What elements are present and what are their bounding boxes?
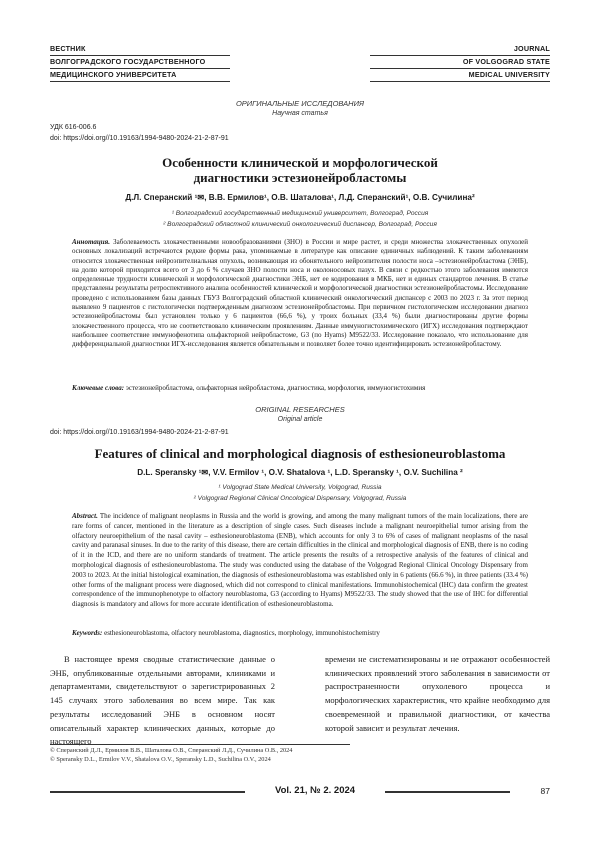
affiliation-2-en: ² Volgograd Regional Clinical Oncological Dispensary, Volgograd, Russia <box>193 495 407 502</box>
affiliation-1-ru: ¹ Волгоградский государственный медицинский университет, Волгоград, Россия <box>171 210 429 217</box>
abstract-ru <box>72 238 528 350</box>
body-column-1: В настоящее время сводные статистические данные о ЭНБ, опубликованные отдельными авторами, клиниками и департаментами, свидетельствуют о зарегистрированных 2 145 случаях этого заболевания во всем мире. Так как результаты исследований ЭНБ в основном носят описательный характер клинических данных, которые до настоящего <box>50 654 275 747</box>
authors-ru: Д.Л. Сперанский ¹✉, В.В. Ермилов¹, О.В. Шаталова¹, Л.Д. Сперанский¹, О.В. Сучилина² <box>125 193 475 202</box>
section-label-en: ORIGINAL RESEARCHES <box>255 405 345 414</box>
issue-label: Vol. 21, № 2. 2024 <box>274 785 356 796</box>
header-ru-line-1: ВЕСТНИК <box>50 43 230 56</box>
affiliation-2-ru: ² Волгоградский областной клинический онкологический диспансер, Волгоград, Россия <box>163 221 437 228</box>
affiliation-1-en: ¹ Volgograd State Medical University, Volgograd, Russia <box>218 484 382 491</box>
article-title-ru: Особенности клинической и морфологической диагностики эстезионейробластомы <box>162 155 438 185</box>
keywords-en <box>72 629 528 639</box>
article-title-en: Features of clinical and morphological diagnosis of esthesioneuroblastoma <box>94 446 506 461</box>
header-en-line-1: JOURNAL <box>370 43 550 56</box>
abstract-label-ru: Аннотация. <box>72 238 111 246</box>
page-number: 87 <box>540 786 550 796</box>
article-type-en: Original article <box>277 416 323 423</box>
abstract-en <box>72 512 528 610</box>
keywords-label-en: Keywords: <box>72 629 103 637</box>
header-en-line-2: OF VOLGOGRAD STATE <box>370 56 550 69</box>
page-footer <box>50 787 550 797</box>
header-ru-line-2: ВОЛГОГРАДСКОГО ГОСУДАРСТВЕННОГО <box>50 56 230 69</box>
copyright-block <box>50 744 350 764</box>
article-type-ru: Научная статья <box>272 110 328 117</box>
abstract-label-en: Abstract. <box>72 512 98 520</box>
header-ru-line-3: МЕДИЦИНСКОГО УНИВЕРСИТЕТА <box>50 69 230 82</box>
footer-rule-right <box>385 791 510 793</box>
udk: УДК 616-006.6 <box>50 124 97 131</box>
doi-en[interactable]: doi: https://doi.org//10.19163/1994-9480-2024-21-2-87-91 <box>50 429 229 436</box>
journal-header-ru <box>50 43 230 82</box>
journal-header-en <box>370 43 550 82</box>
section-label-ru: ОРИГИНАЛЬНЫЕ ИССЛЕДОВАНИЯ <box>235 99 365 108</box>
copyright-ru: © Сперанский Д.Л., Ермилов В.В., Шаталова О.В., Сперанский Л.Д., Сучилина О.В., 2024 <box>50 747 293 754</box>
copyright-en: © Speransky D.L., Ermilov V.V., Shatalova O.V., Speransky L.D., Suchilina O.V., 2024 <box>50 755 271 763</box>
header-en-line-3: MEDICAL UNIVERSITY <box>370 69 550 82</box>
footer-rule-left <box>50 791 245 793</box>
doi-ru[interactable]: doi: https://doi.org//10.19163/1994-9480-2024-21-2-87-91 <box>50 135 229 142</box>
body-column-2: времени не систематизированы и не отражают особенностей клинических проявлений этого заболевания в зависимости от распространенности опухолевого процесса и морфологических характеристик, что крайне необходимо для своевременной и правильной диагностики, от качества которой зависит и результат лечения. <box>325 654 550 733</box>
keywords-label-ru: Ключевые слова: <box>72 384 125 392</box>
abstract-text-en: The incidence of malignant neoplasms in Russia and the world is growing, and among the many malignant tumors of the main localizations, there are rare forms of cancer, mentioned in the literature as a description of single cases. Such diseases include a malignant neuroepithelial tumor arising from the olfactory neuroepithelium of the nasal cavity – esthesioneuroblastoma (ENB), which accounts for only 3 to 6% of cases of malignant neoplasms of the nasal cavity and paranasal sinuses. In due to the rarity of this disease, there are certain difficulties in the clinical and morphological diagnosis of ENB, there is no coding of it in the ICD, and there are no uniform standards of treatment. The article presents the results of a retrospective analysis of the features of clinical and morphological diagnosis of esthesioneuroblastoma. The study was conducted using the database of the Volgograd Regional Clinical Oncology Dispensary from 2003 to 2023. At the initial histological examination, the diagnosis of esthesioneuroblastoma was established only in 6 patients (66.6 %), in three patients (33.4 %) other forms of the malignant process were diagnosed, which did not correspond to clinical manifestations. Immunohistochemical (IHC) data confirm the greatest correspondence of the immunophenotype to olfactory neuroblastoma, G3 (according to Hyams) M9522/33. The study showed that the use of IHC for differential diagnosis is mandatory and allows for more accurate identification of esthesioneuroblastoma. <box>72 512 529 609</box>
authors-en: D.L. Speransky ¹✉, V.V. Ermilov ¹, O.V. Shatalova ¹, L.D. Speransky ¹, O.V. Suchilina ² <box>137 468 463 477</box>
keywords-ru <box>72 384 528 393</box>
abstract-text-ru: Заболеваемость злокачественными новообразованиями (ЗНО) в России и мире растет, и среди множества злокачественных опухолей основных локализаций встречаются редкие формы рака, упоминаемые в литературе как описание единичных наблюдений. К таким заболеваниям относится злокачественная нейроэпителиальная опухоль, возникающая из обонятельного нейроэпителия полости носа –эстезионейробластома (ЭНБ), на долю которой приходится всего от 3 до 6 % случаев ЗНО полости носа и околоносовых пазух. В связи с редкостью этого заболевания имеются определенные трудности клинической и морфологической диагностики ЭНБ, нет ее кодирования в МКБ, нет и единых стандартов лечения. В статье представлены результаты ретроспективного анализа особенностей клинической и морфологической диагностики эстезионейробластомы. Исследование проведено с использованием базы данных ГБУЗ Волгоградский областной клинический онкологический диспансер с 2003 по 2023 г. За этот период выявлено 9 пациентов с гистологически подтвержденным диагнозом эстезионейробластомы. При первичном гистологическом исследовании диагноз эстезионейробластомы был установлен только у 6 пациентов (66,6 %), у троих больных (33,4 %) были диагностированы другие формы злокачественного процесса, что не соответствовало клиническим проявлениям. Данные иммуногистохимического (ИГХ) исследования подтверждают наибольшее соответствие иммунофенотипа ольфакторной нейробластоме, G3 (по Hyams) M9522/33. Исследование показало, что использование для дифференциальной диагностики ИГХ-исследования является обязательным и позволяет более точно идентифицировать эстезионейробластому. <box>72 238 528 349</box>
keywords-text-ru: эстезионейробластома, ольфакторная нейробластома, диагностика, морфология, иммуногистохимия <box>125 384 426 392</box>
keywords-text-en: esthesioneuroblastoma, olfactory neuroblastoma, diagnostics, morphology, immunohistochemistry <box>104 629 380 637</box>
